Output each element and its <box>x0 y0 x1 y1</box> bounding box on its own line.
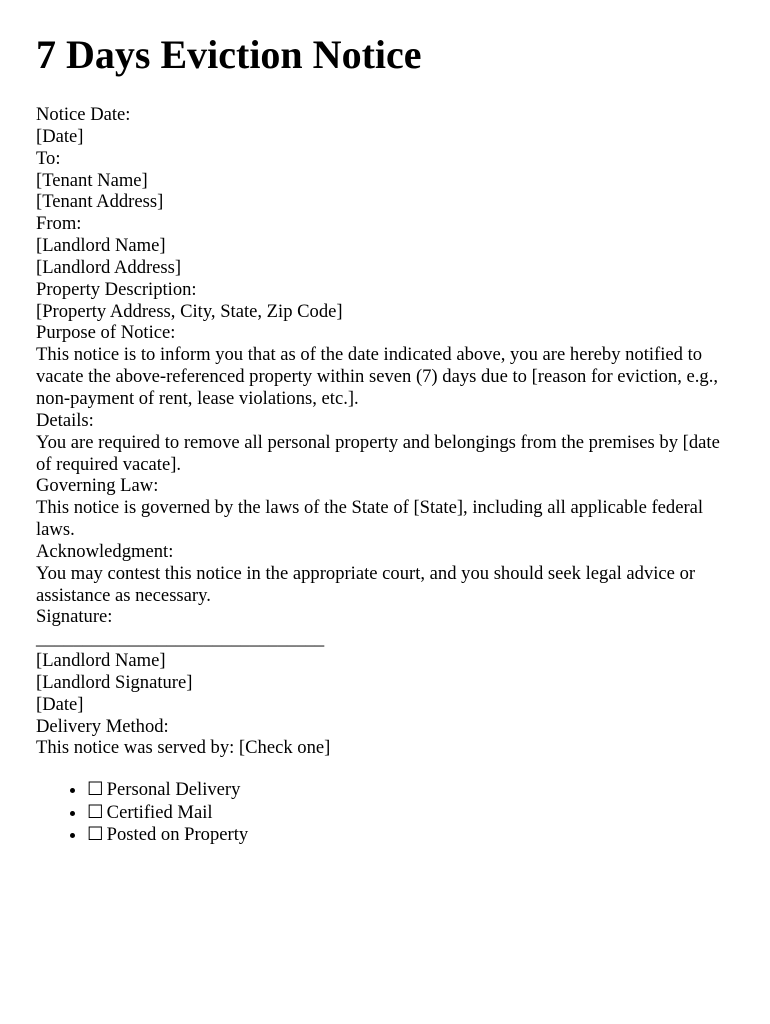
document-title: 7 Days Eviction Notice <box>36 32 422 77</box>
delivery-method-text: This notice was served by: [Check one] <box>36 737 331 759</box>
list-item <box>87 802 736 825</box>
property-description-label: Property Description: <box>36 278 197 300</box>
document-body <box>36 104 736 847</box>
signature-landlord-name: [Landlord Name] <box>36 650 166 672</box>
governing-law-text: This notice is governed by the laws of the State of [State], including all applicable federal laws. <box>36 497 704 541</box>
checkbox-icon[interactable]: ☐ <box>87 801 104 823</box>
delivery-option-label: Personal Delivery <box>106 779 241 801</box>
signature-label: Signature: <box>36 606 113 628</box>
signature-line: _______________________________ <box>36 628 325 650</box>
list-item <box>87 779 736 802</box>
list-item <box>87 824 736 847</box>
to-label: To: <box>36 147 61 169</box>
from-label: From: <box>36 213 82 235</box>
governing-law-label: Governing Law: <box>36 475 159 497</box>
signature-date: [Date] <box>36 693 84 715</box>
tenant-name: [Tenant Name] <box>36 169 148 191</box>
tenant-address: [Tenant Address] <box>36 191 164 213</box>
signature-landlord-signature: [Landlord Signature] <box>36 671 193 693</box>
checkbox-icon[interactable]: ☐ <box>87 824 104 846</box>
delivery-method-label: Delivery Method: <box>36 715 169 737</box>
purpose-text: This notice is to inform you that as of the date indicated above, you are hereby notified to vacate the above-referenced property within seven (7) days due to [reason for eviction, e.g., non-payment of rent, lease violations, etc.]. <box>36 344 718 409</box>
details-text: You are required to remove all personal property and belongings from the premises by [date of required vacate]. <box>36 431 720 475</box>
landlord-name: [Landlord Name] <box>36 235 166 257</box>
notice-date-value: [Date] <box>36 125 84 147</box>
details-label: Details: <box>36 409 94 431</box>
property-address: [Property Address, City, State, Zip Code] <box>36 300 343 322</box>
acknowledgment-label: Acknowledgment: <box>36 540 174 562</box>
landlord-address: [Landlord Address] <box>36 256 182 278</box>
purpose-label: Purpose of Notice: <box>36 322 176 344</box>
delivery-options-list <box>36 779 736 847</box>
checkbox-icon[interactable]: ☐ <box>87 779 104 801</box>
delivery-option-label: Posted on Property <box>106 824 249 846</box>
acknowledgment-text: You may contest this notice in the appropriate court, and you should seek legal advice or assistance as necessary. <box>36 562 696 606</box>
notice-date-label: Notice Date: <box>36 104 131 125</box>
delivery-option-label: Certified Mail <box>106 801 213 823</box>
